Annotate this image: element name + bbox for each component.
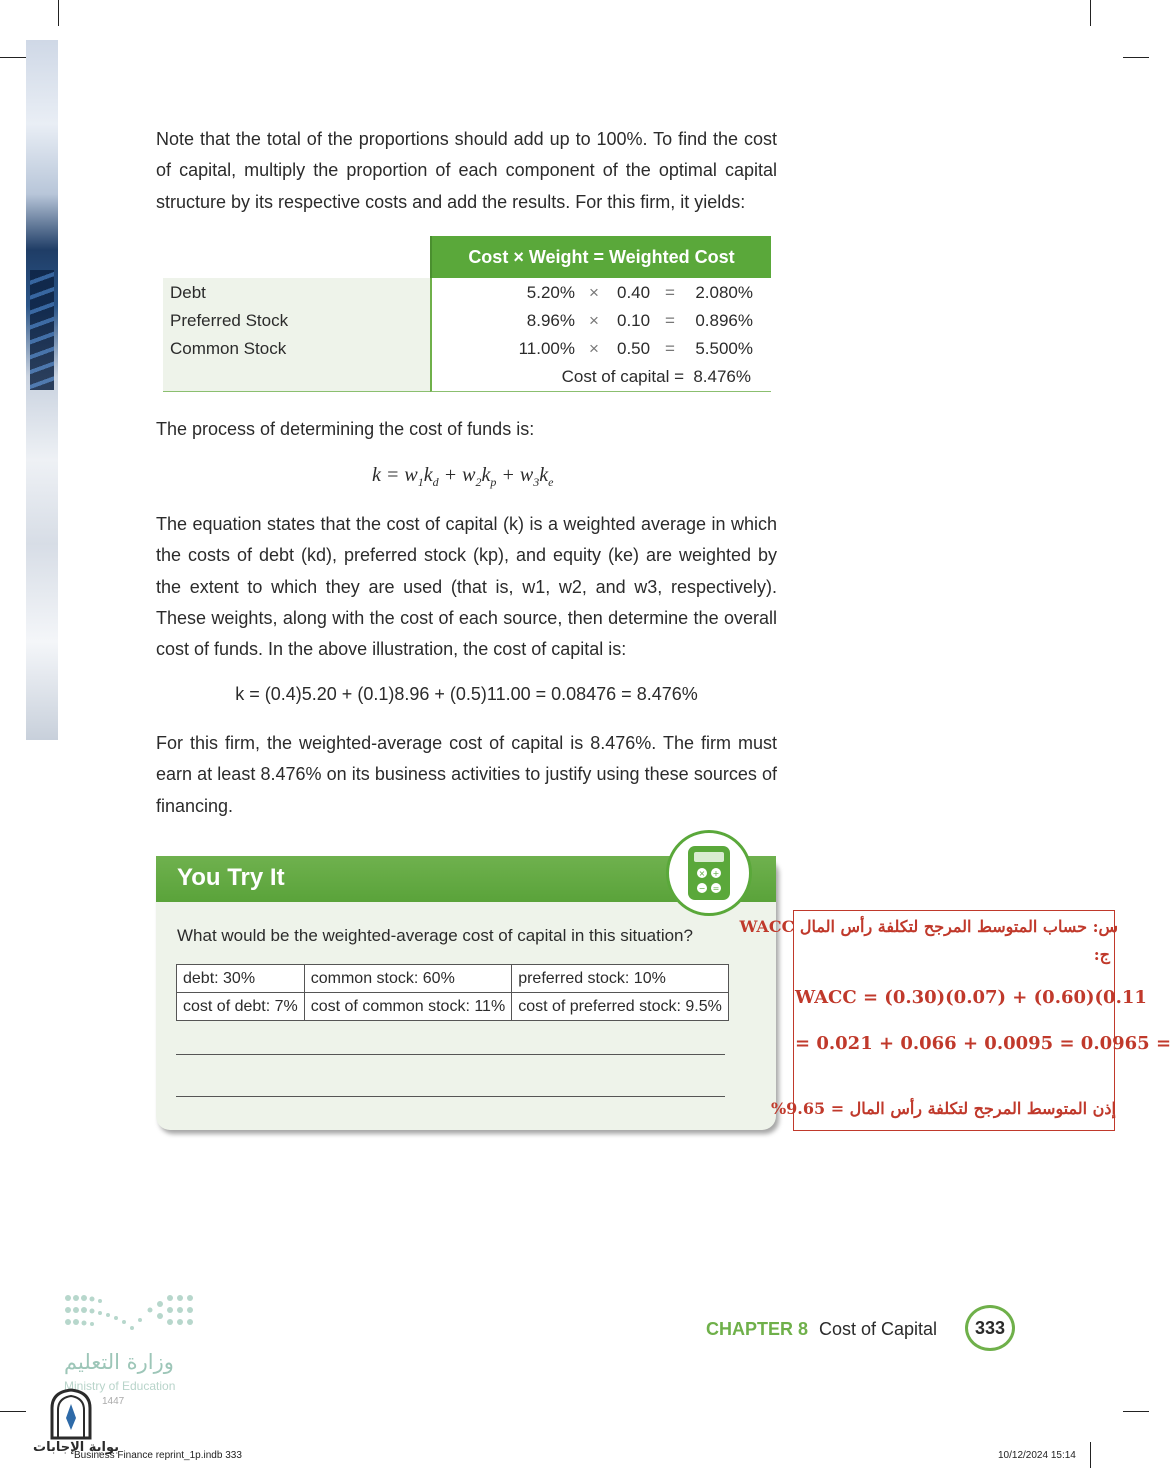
- you-try-it-question: What would be the weighted-average cost of capital in this situation?: [177, 926, 693, 945]
- crop-mark: [0, 1411, 26, 1412]
- chapter-label: CHAPTER 8: [706, 1319, 809, 1339]
- crop-mark: [1090, 1442, 1091, 1468]
- annotation-result: إذن المتوسط المرجح لتكلفة رأس المال = 9.65%: [770, 1099, 1116, 1118]
- row-label-common: Common Stock: [170, 339, 287, 358]
- chapter-title: Cost of Capital: [819, 1319, 938, 1339]
- weight-cell: 0.50: [617, 339, 651, 358]
- weighted-cell: 5.500%: [695, 339, 753, 358]
- row-label-preferred: Preferred Stock: [170, 311, 289, 330]
- table-cell: cost of preferred stock: 9.5%: [512, 993, 729, 1021]
- answer-line[interactable]: [176, 1096, 725, 1097]
- annotation-wacc-sum: = 0.021 + 0.066 + 0.0095 = 0.0965 =: [795, 1033, 1171, 1054]
- side-photo-laptop: [26, 40, 58, 740]
- table-cell: cost of debt: 7%: [177, 993, 305, 1021]
- cost-cell: 5.20%: [526, 283, 575, 302]
- values-panel: [430, 278, 771, 392]
- page-number: 333: [965, 1305, 1015, 1351]
- times-sign: ×: [589, 339, 599, 358]
- weighted-cost-header: Cost × Weight = Weighted Cost: [430, 236, 771, 278]
- row-labels-panel: [163, 278, 430, 392]
- answers-portal-logo-icon: [48, 1388, 94, 1445]
- table-cell: cost of common stock: 11%: [304, 993, 511, 1021]
- intro-paragraph: Note that the total of the proportions should add up to 100%. To find the cost of capital, multiply the proportion of each component of the optimal capital structure by its respective costs and add the results. For this firm, it yields:: [156, 129, 777, 212]
- conclusion-paragraph: For this firm, the weighted-average cost of capital is 8.476%. The firm must earn at least 8.476% on its business activities to justify using these sources of financing.: [156, 733, 777, 816]
- table-row: [177, 965, 729, 993]
- annotation-wacc-formula: WACC = (0.30)(0.07) + (0.60)(0.11: [795, 987, 1147, 1008]
- table-row: [177, 993, 729, 1021]
- illustration-equation: k = (0.4)5.20 + (0.1)8.96 + (0.5)11.00 = 0.08476 = 8.476%: [235, 684, 698, 704]
- crop-mark: [1090, 0, 1091, 26]
- answers-portal-logo-text: بوابة الإجابات: [33, 1440, 119, 1455]
- total-value: 8.476%: [693, 367, 751, 386]
- answer-line[interactable]: [176, 1054, 725, 1055]
- row-label-debt: Debt: [170, 283, 206, 302]
- annotation-answer-label: ج:: [1093, 945, 1110, 964]
- ministry-year: 1447: [102, 1396, 125, 1407]
- weight-cell: 0.40: [617, 283, 651, 302]
- annotation-question: س: حساب المتوسط المرجح لتكلفة رأس المال WACC: [739, 917, 1118, 936]
- svg-text:+: +: [712, 869, 720, 878]
- weight-cell: 0.10: [617, 311, 651, 330]
- total-label: Cost of capital =: [561, 367, 684, 386]
- calculator-icon: [666, 830, 752, 916]
- equals-sign: =: [665, 311, 675, 330]
- crop-mark: [0, 57, 26, 58]
- explanation-paragraph: The equation states that the cost of capital (k) is a weighted average in which the costs of debt (kd), preferred stock (kp), and equity (ke) are weighted by the extent to which they are used (that is, w1, w2, and w3, respectively). These weights, along with the cost of each source, then determine the overall cost of funds. In the above illustration, the cost of capital is:: [156, 514, 777, 660]
- process-paragraph: The process of determining the cost of funds is:: [156, 419, 535, 439]
- ministry-name-arabic: وزارة التعليم: [64, 1350, 174, 1374]
- svg-text:×: ×: [698, 869, 706, 878]
- answer-annotation-box: [739, 910, 1171, 1131]
- situation-table: [176, 964, 729, 1021]
- file-slug: Business Finance reprint_1p.indb 333: [74, 1450, 242, 1461]
- cost-formula: $k = w_1k_d + w_2k_p + w_3k_e$: [372, 464, 554, 489]
- date-slug: 10/12/2024 15:14: [998, 1450, 1076, 1461]
- weighted-cell: 0.896%: [695, 311, 753, 330]
- crop-mark: [1123, 1411, 1149, 1412]
- cost-cell: 8.96%: [526, 311, 575, 330]
- table-cell: common stock: 60%: [304, 965, 511, 993]
- equals-sign: =: [665, 339, 675, 358]
- crop-mark: [1123, 57, 1149, 58]
- weighted-cell: 2.080%: [695, 283, 753, 302]
- crop-mark: [58, 0, 59, 26]
- svg-text:=: =: [712, 884, 720, 893]
- you-try-it-title: You Try It: [177, 864, 285, 891]
- ministry-name-english: Ministry of Education: [64, 1379, 176, 1393]
- svg-text:−: −: [698, 884, 706, 893]
- formula-text: k = w: [372, 464, 418, 486]
- table-cell: debt: 30%: [177, 965, 305, 993]
- weighted-cost-table: [163, 236, 769, 391]
- times-sign: ×: [589, 283, 599, 302]
- equals-sign: =: [665, 283, 675, 302]
- ministry-logo-dots: [64, 1292, 198, 1343]
- cost-cell: 11.00%: [518, 339, 575, 358]
- table-cell: preferred stock: 10%: [512, 965, 729, 993]
- times-sign: ×: [589, 311, 599, 330]
